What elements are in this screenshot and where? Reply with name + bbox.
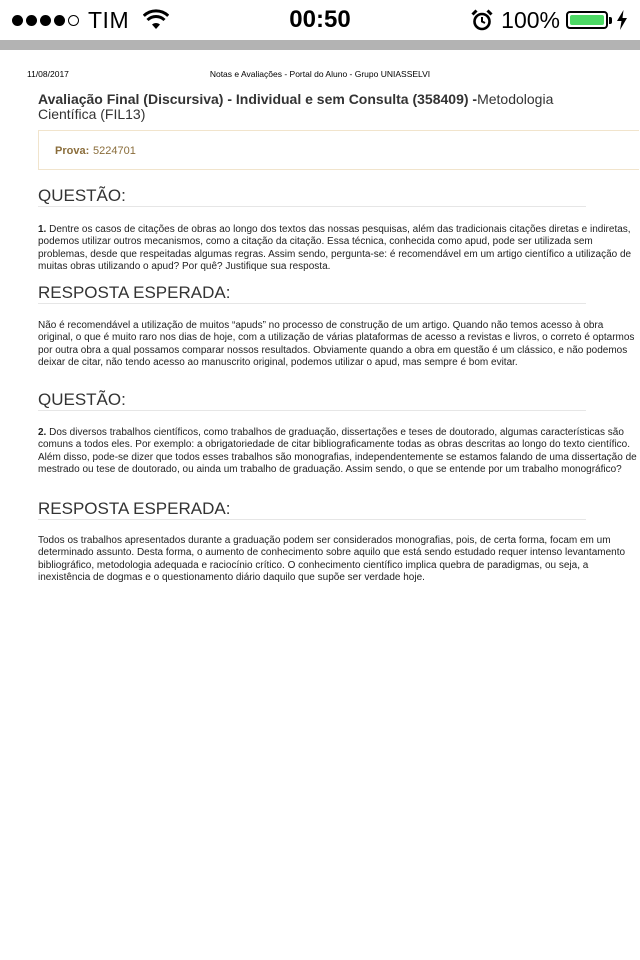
expected-answer-text: Todos os trabalhos apresentados durante a graduação podem ser considerados monografias, pois, de certa forma, focam em um determinado assunto. Desta forma, o aumento de conhecimento sobre aquilo que está sendo estudado requer intenso levantamento bibliográfico, metodologia adequada e raciocínio crítico. O conhecimento científico implica quebra de paradigmas, ou seja, a inexistência de dogmas e o questionamento diário daquilo que supõe ser verdade hoje.	[38, 535, 626, 583]
print-date: 11/08/2017	[27, 69, 69, 79]
carrier-name: TIM	[88, 6, 130, 33]
exam-title-course: Metodologia Científica (FIL13)	[38, 91, 554, 122]
exam-title-bold: Avaliação Final (Discursiva) - Individual e sem Consulta (358409) -	[38, 91, 478, 107]
question-body: Dentre os casos de citações de obras ao longo dos textos das nossas pesquisas, além das tradicionais citações diretas e indiretas, podemos utilizar outros mecanismos, como a citação da citação. Essa técnica, conhecida como apud, pode ser utilizada sem problemas, desde que respeitadas algumas regras. Assim sendo, pergunta-se: é recomendável em um artigo científico a utilização de muitas obras utilizando o apud? Por quê? Justifique sua resposta.	[38, 224, 632, 272]
prova-label: Prova:	[55, 145, 90, 157]
battery-percentage: 100%	[501, 6, 560, 33]
question-text	[38, 427, 638, 476]
prova-box	[38, 130, 639, 170]
battery-fill	[570, 15, 604, 25]
question-number: 1.	[38, 224, 47, 235]
browser-toolbar-strip	[0, 40, 640, 50]
prova-number: 5224701	[93, 145, 136, 157]
alarm-clock-icon	[471, 9, 493, 31]
status-time: 00:50	[289, 6, 351, 33]
question-text	[38, 224, 638, 273]
expected-answer-text: Não é recomendável a utilização de muitos “apuds” no processo de construção de um artigo. Quando não temos acesso à obra original, o que é muito raro nos dias de hoje, com a utilização de várias plataformas de acesso a revistas e livros, o correto é optarmos por outra obra a qual possamos comparar nossos resultados. Obviamente quando a obra em questão é um clássico, e não podemos deixar de citar, não tendo acesso ao manuscrito original, podemos utilizar o apud, mas sempre é bom evitar.	[38, 320, 635, 368]
print-header-title: Notas e Avaliações - Portal do Aluno - Grupo UNIASSELVI	[209, 69, 431, 79]
expected-answer-heading: RESPOSTA ESPERADA:	[38, 499, 586, 520]
question-number: 2.	[38, 427, 47, 438]
question-heading: QUESTÃO:	[38, 390, 586, 411]
question-body: Dos diversos trabalhos científicos, como trabalhos de graduação, dissertações e teses de doutorado, algumas características são comuns a todos eles. Por exemplo: a obrigatoriedade de citar bibliograficamente todas as obras descritas ao longo do texto científico. Além disso, pode-se dizer que todos esses trabalhos são monografias, independentemente se estamos falando de uma dissertação de mestrado ou tese de doutorado, ou ainda um trabalho de graduação. Assim sendo, o que se entende por um trabalho monográfico?	[38, 427, 637, 475]
document-page	[0, 50, 640, 960]
battery-tip	[609, 17, 612, 24]
question-heading: QUESTÃO:	[38, 186, 586, 207]
charging-bolt-icon	[616, 10, 628, 30]
status-right	[471, 6, 628, 34]
expected-answer-heading: RESPOSTA ESPERADA:	[38, 283, 586, 304]
exam-title	[38, 92, 598, 122]
status-bar	[0, 0, 640, 40]
battery-icon	[566, 11, 608, 29]
